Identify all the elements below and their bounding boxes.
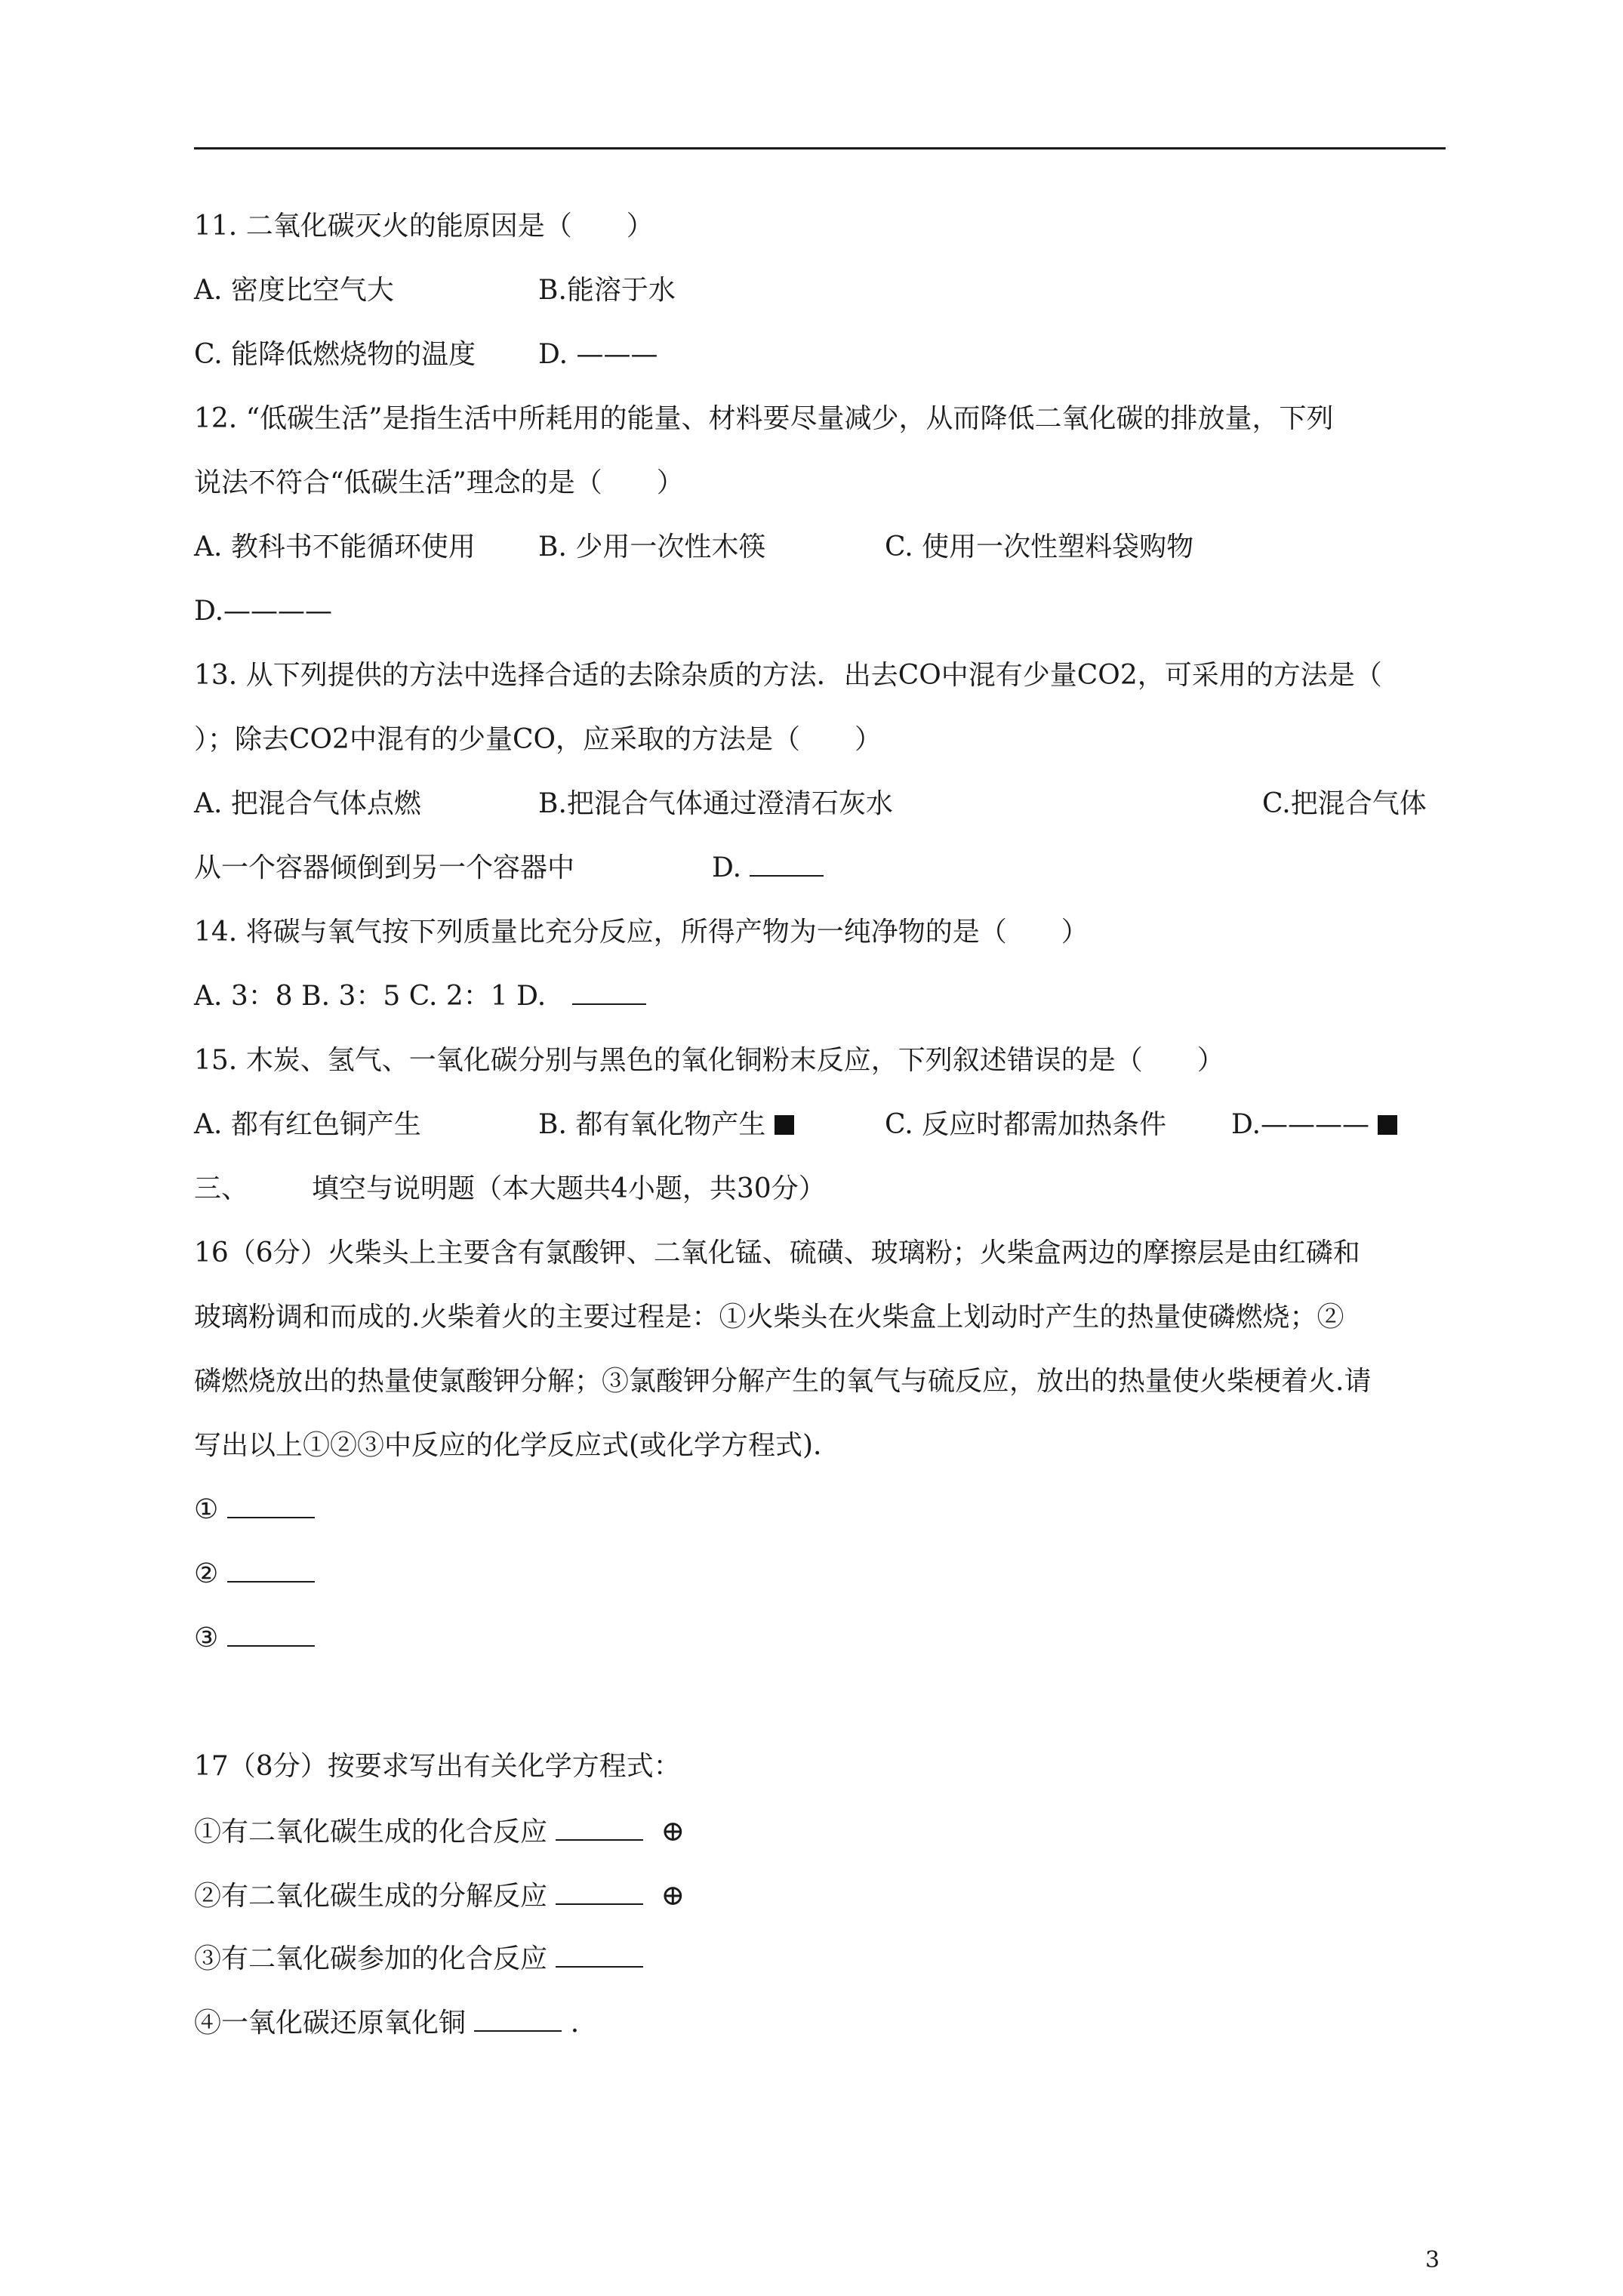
answer-blank (556, 1943, 643, 1968)
q13-option-b: B.把混合气体通过澄清石灰水 (538, 788, 893, 819)
answer-blank (556, 1881, 643, 1905)
q14-options: A. 3：8 B. 3：5 C. 2：1 D. (194, 980, 646, 1013)
q12-option-b: B. 少用一次性木筷 (538, 532, 766, 562)
q14-stem: 14. 将碳与氧气按下列质量比充分反应，所得产物为一纯净物的是（ ） (194, 917, 1089, 948)
q11-option-a: A. 密度比空气大 (194, 275, 394, 306)
q13-option-d: D. (712, 852, 824, 885)
q11-options-row1 (194, 274, 394, 307)
answer-blank (227, 1558, 315, 1583)
page-number: 3 (1425, 2247, 1440, 2273)
answer-blank (556, 1817, 643, 1841)
q13-option-a: A. 把混合气体点燃 (194, 788, 421, 819)
q12-stem-line2: 说法不符合“低碳生活”理念的是（ ） (194, 467, 684, 498)
q11-option-d: D. ——— (538, 339, 658, 370)
answer-blank (227, 1623, 315, 1647)
q13-option-c-part1: C.把混合气体 (1262, 788, 1427, 819)
q12-option-d: D.———— (194, 596, 333, 627)
header-rule (194, 147, 1446, 149)
q13-stem-line1: 13. 从下列提供的方法中选择合适的去除杂质的方法．出去CO中混有少量CO2，可采用的方法是（ (194, 660, 1382, 691)
q15-option-c: C. 反应时都需加热条件 (885, 1109, 1167, 1140)
q11-option-b: B.能溶于水 (538, 275, 676, 306)
q17-item-4: ④一氧化碳还原氧化铜 ． (194, 2008, 598, 2039)
q16-line4: 写出以上①②③中反应的化学反应式(或化学方程式)． (194, 1430, 841, 1461)
q16-answer-3: ③ (194, 1622, 315, 1655)
q12-option-c: C. 使用一次性塑料袋购物 (885, 532, 1194, 562)
q13-stem-line2: ）；除去CO2中混有的少量CO，应采取的方法是（ ） (194, 724, 882, 755)
q15-stem: 15. 木炭、氢气、一氧化碳分别与黑色的氧化铜粉末反应，下列叙述错误的是（ ） (194, 1045, 1224, 1076)
answer-blank (750, 852, 824, 877)
q16-line2: 玻璃粉调和而成的.火柴着火的主要过程是：①火柴头在火柴盒上划动时产生的热量使磷燃烧；② (194, 1302, 1344, 1333)
q13-option-c-part2: 从一个容器倾倒到另一个容器中 (194, 852, 575, 883)
answer-blank (572, 981, 646, 1005)
q15-option-b: B. 都有氧化物产生 (538, 1108, 794, 1142)
q12-stem-line1: 12. “低碳生活”是指生活中所耗用的能量、材料要尽量减少，从而降低二氧化碳的排放量，下列 (194, 403, 1334, 434)
circled-plus-icon: ⊕ (661, 1814, 685, 1848)
q16-line3: 磷燃烧放出的热量使氯酸钾分解；③氯酸钾分解产生的氧气与硫反应，放出的热量使火柴梗着火.请 (194, 1366, 1372, 1397)
section3-title: 填空与说明题（本大题共4小题，共30分） (312, 1173, 826, 1204)
q17-item-1: ①有二氧化碳生成的化合反应 ⊕ (194, 1814, 685, 1848)
q15-option-d: D.———— (1231, 1108, 1397, 1142)
answer-blank (474, 2008, 562, 2032)
answer-blank (227, 1494, 315, 1518)
q16-answer-2: ② (194, 1558, 315, 1591)
q15-option-a: A. 都有红色铜产生 (194, 1109, 421, 1140)
q12-option-a: A. 教科书不能循环使用 (194, 532, 476, 562)
black-square-icon (775, 1115, 794, 1135)
black-square-icon (1378, 1115, 1397, 1135)
section3-number: 三、 (194, 1173, 249, 1204)
q16-answer-1: ① (194, 1493, 315, 1527)
q17-item-2: ②有二氧化碳生成的分解反应 ⊕ (194, 1878, 685, 1912)
q17-stem: 17（8分）按要求写出有关化学方程式： (194, 1751, 681, 1782)
circled-plus-icon: ⊕ (661, 1878, 685, 1912)
q11-option-c: C. 能降低燃烧物的温度 (194, 339, 476, 370)
q16-line1: 16（6分）火柴头上主要含有氯酸钾、二氧化锰、硫磺、玻璃粉；火柴盒两边的摩擦层是由红磷和 (194, 1237, 1360, 1268)
q17-item-3: ③有二氧化碳参加的化合反应 (194, 1943, 643, 1976)
q11-stem: 11. 二氧化碳灭火的能原因是（ ） (194, 211, 654, 242)
